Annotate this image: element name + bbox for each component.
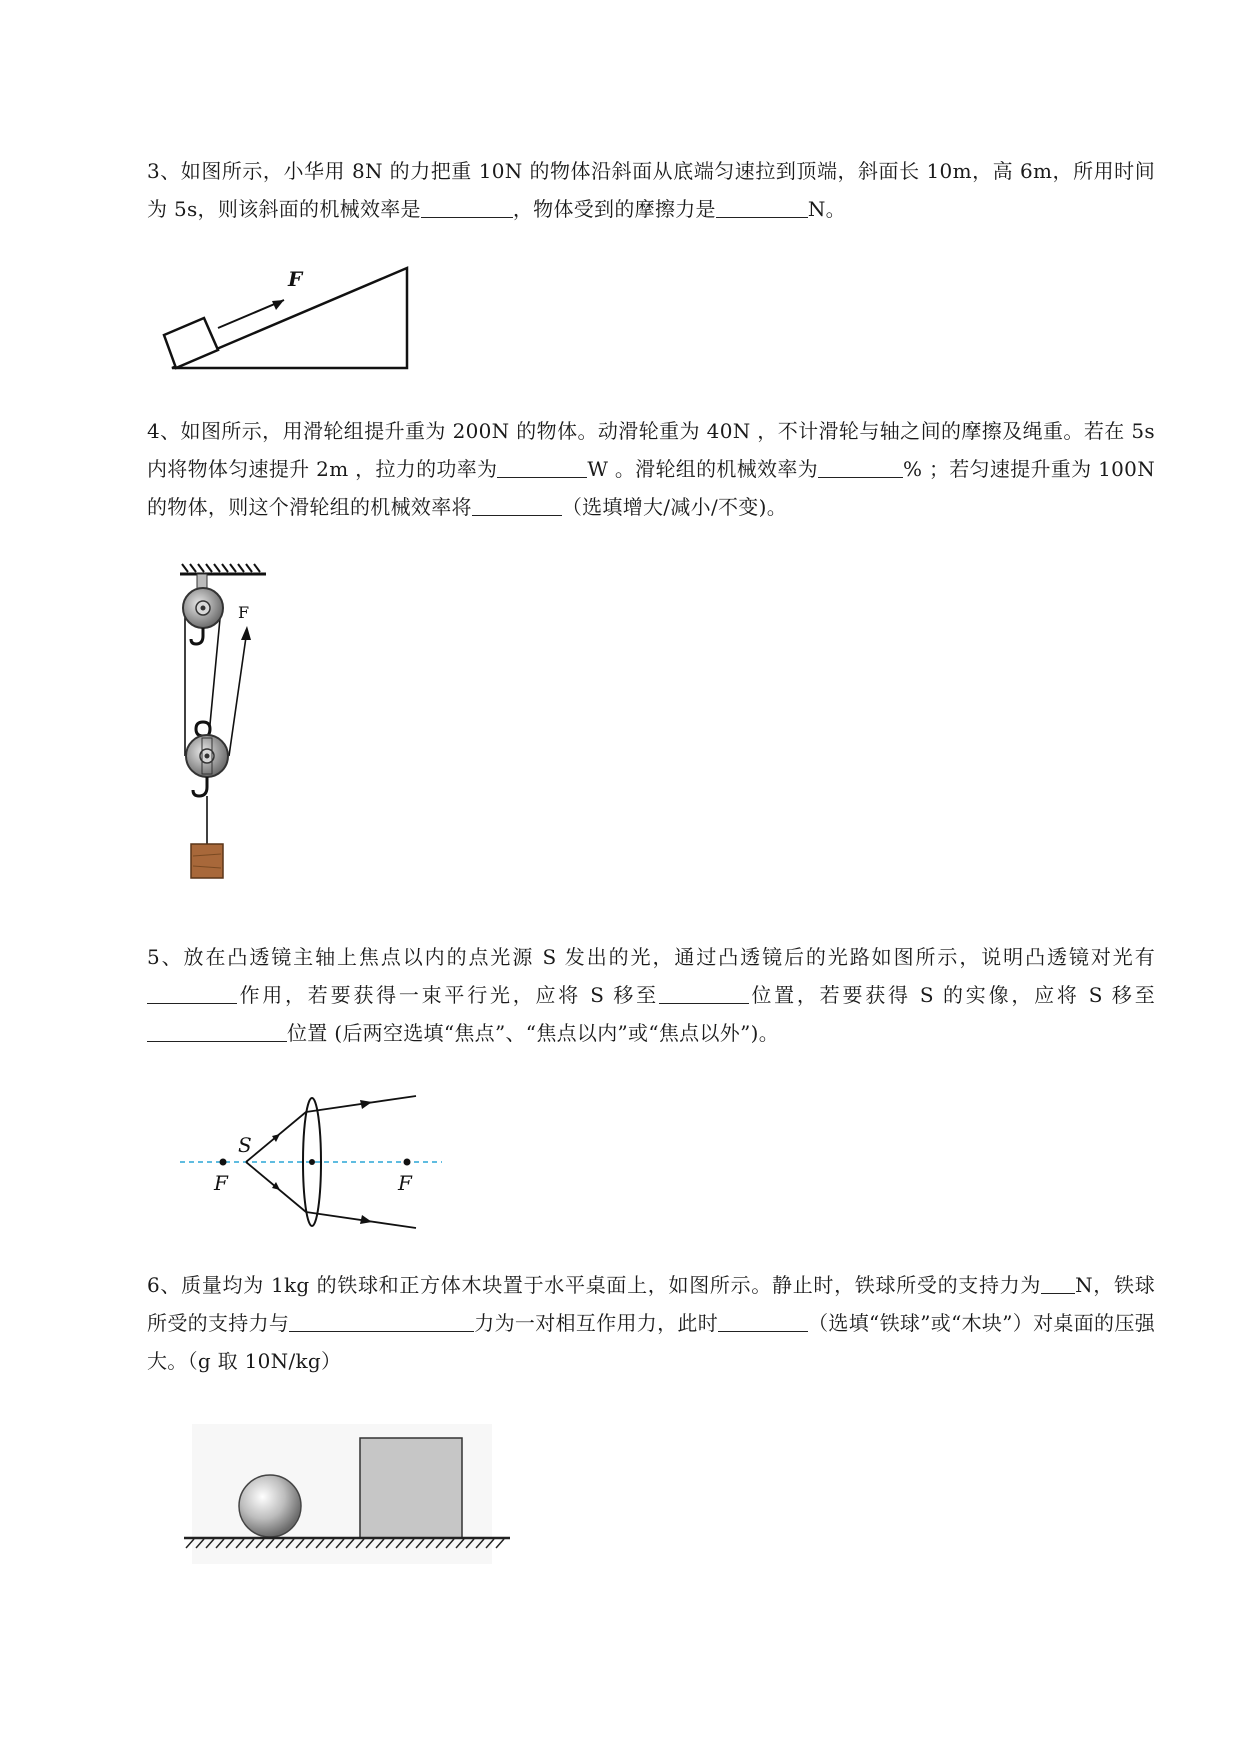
question-5-text-4: 位置 (后两空选填“焦点”、“焦点以内”或“焦点以外”)。	[287, 1021, 780, 1045]
load-block	[191, 844, 223, 878]
q5-answer-blank-1[interactable]	[147, 979, 237, 1004]
wood-block	[360, 1438, 462, 1538]
pull-arrowhead	[241, 626, 251, 640]
lens-figure	[176, 1090, 456, 1240]
question-3-text-3: N。	[807, 197, 846, 221]
focus-right-label: F	[398, 1171, 412, 1195]
pulley-figure	[176, 560, 286, 900]
question-5-text-3: 位置，若要获得 S 的实像，应将 S 移至	[748, 983, 1155, 1007]
ball-block-figure	[176, 1416, 516, 1576]
lens-center-point	[309, 1159, 315, 1165]
question-5-text-2: 作用，若要获得一束平行光，应将 S 移至	[237, 983, 659, 1007]
q6-answer-blank-1[interactable]	[1041, 1269, 1075, 1294]
q3-answer-blank-2[interactable]	[716, 193, 808, 218]
incline-block	[164, 318, 218, 368]
movable-pulley-hook-bottom	[193, 777, 207, 796]
question-3	[147, 152, 1155, 228]
focus-right-point	[404, 1159, 411, 1166]
q5-answer-blank-2[interactable]	[659, 979, 749, 1004]
force-arrowhead	[272, 300, 284, 310]
q4-answer-blank-1[interactable]	[497, 453, 587, 478]
question-6-text-4: （选填“铁球”或“木块”）对桌面的压强大。（g 取 10N/kg）	[147, 1311, 1155, 1373]
question-6-text-2: N，铁球所受的支持力与	[147, 1273, 1155, 1335]
question-4-text-2: W 。滑轮组的机械效率为	[587, 457, 818, 481]
q4-answer-blank-2[interactable]	[818, 453, 903, 478]
question-4-text-1: 4、如图所示，用滑轮组提升重为 200N 的物体。动滑轮重为 40N ，不计滑轮与轴之间的摩擦及绳重。若在 5s 内将物体匀速提升 2m ，拉力的功率为	[147, 419, 1155, 481]
question-4-text-3: % ；若匀速提升重为 100N 的物体，则这个滑轮组的机械效率将	[147, 457, 1156, 519]
q6-answer-blank-2[interactable]	[289, 1307, 474, 1332]
fixed-pulley-hook	[191, 628, 203, 644]
rope-pull	[229, 630, 247, 756]
question-4-text-4: （选填增大/减小/不变)。	[561, 495, 787, 519]
question-4	[147, 412, 1155, 526]
q5-answer-blank-3[interactable]	[147, 1017, 287, 1042]
q3-answer-blank-1[interactable]	[421, 193, 513, 218]
source-label: S	[238, 1133, 252, 1157]
q6-answer-blank-3[interactable]	[718, 1307, 808, 1332]
focus-left-label: F	[214, 1171, 228, 1195]
question-5-text-1: 5、放在凸透镜主轴上焦点以内的点光源 S 发出的光，通过凸透镜后的光路如图所示，说明凸透镜对光有	[147, 945, 1155, 969]
focus-left-point	[220, 1159, 227, 1166]
q4-answer-blank-3[interactable]	[472, 491, 562, 516]
question-6	[147, 1266, 1155, 1380]
iron-ball	[239, 1475, 301, 1537]
pull-force-label: F	[238, 603, 250, 622]
incline-figure	[160, 244, 420, 374]
question-6-text-1: 6、质量均为 1kg 的铁球和正方体木块置于水平桌面上，如图所示。静止时，铁球所受的支持力为	[147, 1273, 1042, 1297]
question-3-text-1: 3、如图所示，小华用 8N 的力把重 10N 的物体沿斜面从底端匀速拉到顶端，斜面长 10m，高 6m，所用时间为 5s，则该斜面的机械效率是	[147, 159, 1155, 221]
question-3-text-2: ，物体受到的摩擦力是	[512, 197, 716, 221]
force-label: F	[288, 267, 303, 291]
ceiling-hatching	[182, 564, 260, 572]
question-6-text-3: 力为一对相互作用力，此时	[474, 1311, 719, 1335]
question-5	[147, 938, 1155, 1052]
